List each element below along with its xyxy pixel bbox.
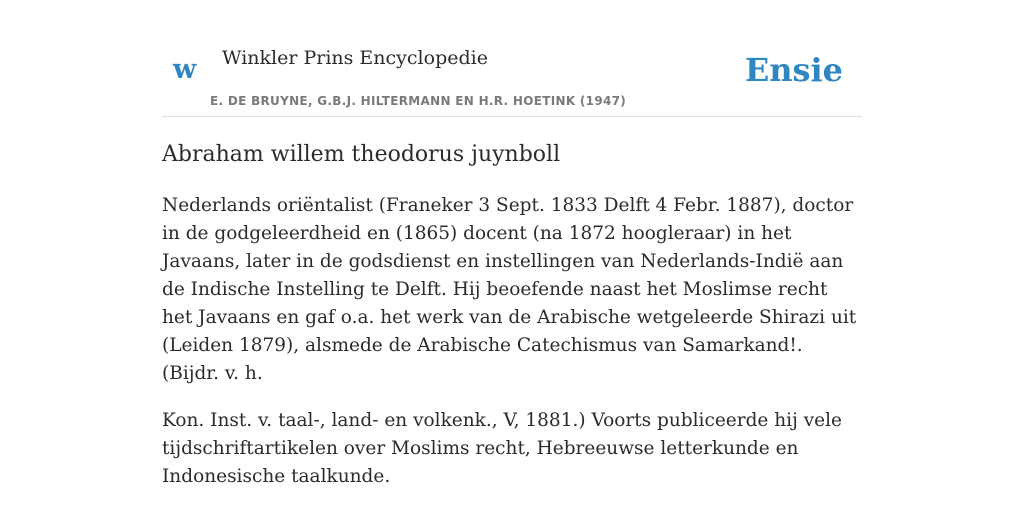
article-title: Abraham willem theodorus juynboll	[162, 142, 561, 167]
source-title[interactable]: Winkler Prins Encyclopedie	[222, 47, 488, 69]
article-paragraph: Kon. Inst. v. taal-, land- en volkenk., V, 1881.) Voorts publiceerde hij vele tijdschriftartikelen over Moslims recht, Hebreeuwse letterkunde en Indonesische taalkunde.	[162, 410, 842, 487]
source-authors: E. DE BRUYNE, G.B.J. HILTERMANN EN H.R. HOETINK (1947)	[210, 94, 627, 108]
article	[162, 138, 862, 491]
article-paragraph: Nederlands oriëntalist (Franeker 3 Sept. 1833 Delft 4 Febr. 1887), doctor in de godgeleerdheid en (1865) docent (na 1872 hoogleraar) in het Javaans, later in de godsdienst en instellingen van Nederlands-Indië aan de Indische Instelling te Delft. Hij beoefende naast het Moslimse recht het Javaans en gaf o.a. het werk van de Arabische wetgeleerde Shirazi uit (Leiden 1879), alsmede de Arabische Catechismus van Samarkand!. (Bijdr. v. h.	[162, 195, 857, 384]
ensie-logo[interactable]: Ensie	[744, 51, 843, 89]
winkler-prins-logo[interactable]: w	[173, 54, 197, 85]
source-header	[162, 40, 862, 117]
